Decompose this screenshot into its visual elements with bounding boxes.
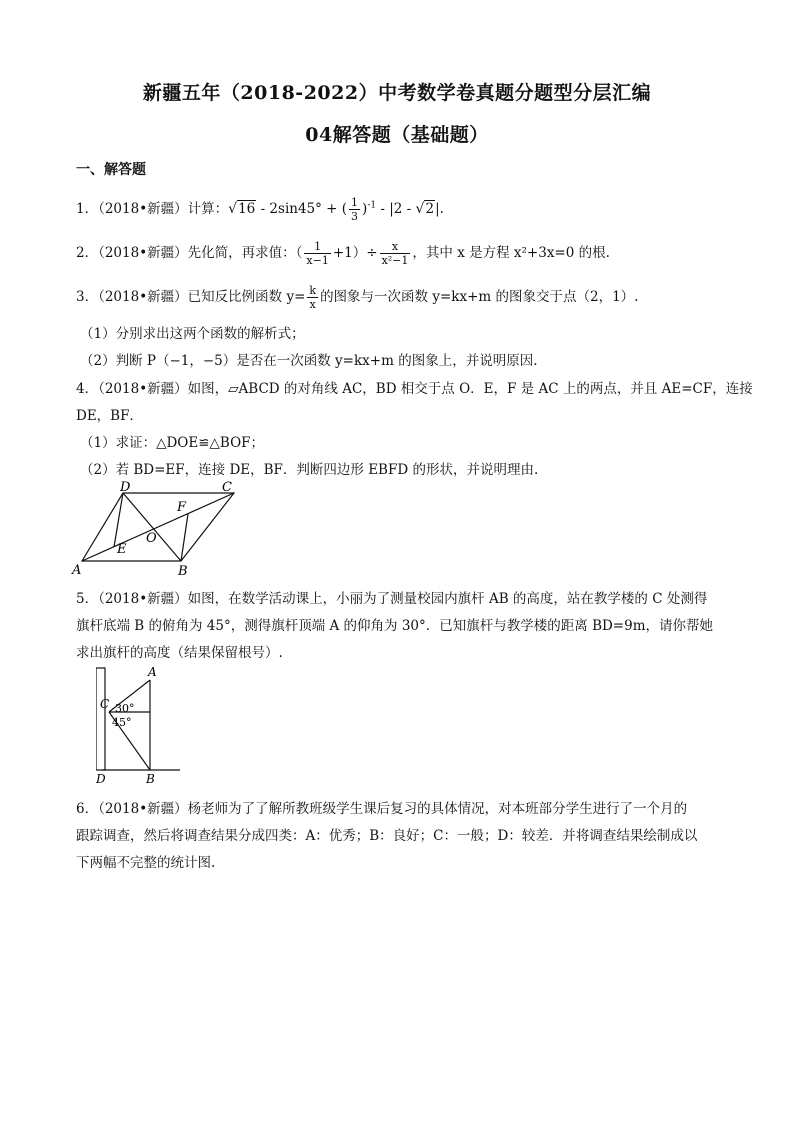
label-b: B [178, 564, 188, 578]
label-e: E [117, 542, 127, 557]
label-d: D [120, 480, 131, 495]
q1-exponent: -1 [367, 200, 377, 211]
label-d: D [96, 772, 106, 786]
question-1 [76, 196, 444, 223]
question-5-line-1: 5．（2018•新疆）如图，在数学活动课上，小丽为了测量校园内旗杆 AB 的高度，站在教学楼的 C 处测得 [76, 591, 708, 607]
angle-45-label: 45° [112, 716, 132, 729]
q2-prefix: 2．（2018•新疆）先化简，再求值：（ [76, 245, 303, 261]
diagonal-bd [123, 493, 181, 561]
question-6-line-3: 下两幅不完整的统计图. [76, 855, 216, 871]
q2-suffix: ，其中 x 是方程 x²+3x=0 的根. [412, 245, 610, 261]
parallelogram-figure [70, 478, 250, 578]
q3-frac-num: k [309, 284, 317, 297]
q1-sqrt-16: 16 [238, 201, 256, 217]
document-title: 新疆五年（2018-2022）中考数学卷真题分题型分层汇编 [142, 82, 652, 104]
question-6-line-2: 跟踪调查，然后将调查结果分成四类：A：优秀；B：良好；C：一般；D：较差．并将调查结果绘制成以 [76, 828, 698, 844]
sqrt-symbol: √ [228, 201, 238, 217]
q2-frac1-num: 1 [304, 240, 330, 254]
question-4-line-1: 4．（2018•新疆）如图，▱ABCD 的对角线 AC，BD 相交于点 O．E，F 是 AC 上的两点，并且 AE=CF，连接 [76, 381, 753, 397]
question-2 [76, 240, 610, 267]
diagonal-ac [82, 493, 234, 561]
q1-frac-den: 3 [351, 210, 359, 223]
q2-fraction-1 [304, 240, 330, 267]
angle-30-label: 30° [115, 702, 135, 715]
question-5-line-3: 求出旗杆的高度（结果保留根号）. [76, 645, 283, 661]
label-c: C [100, 697, 110, 711]
q1-part3: ) [362, 201, 368, 217]
q1-fraction [349, 196, 360, 223]
school-building [96, 668, 105, 770]
label-a: A [148, 665, 157, 679]
flagpole-figure [96, 664, 191, 788]
q2-mid: +1）÷ [332, 245, 378, 261]
q2-frac1-den: x−1 [306, 254, 329, 267]
q1-frac-num: 1 [351, 196, 359, 209]
question-6-line-1: 6．（2018•新疆）杨老师为了了解所教班级学生课后复习的具体情况，对本班部分学生进行了一个月的 [76, 801, 688, 817]
q3-fraction [307, 284, 318, 311]
sqrt-symbol: √ [415, 201, 425, 217]
q4-subquestion-2: （2）若 BD=EF，连接 DE，BF．判断四边形 EBFD 的形状，并说明理由. [80, 462, 539, 478]
document-subtitle: 04解答题（基础题） [305, 124, 489, 146]
q2-fraction-2 [380, 240, 411, 267]
label-b: B [146, 772, 155, 786]
q3-prefix: 3．（2018•新疆）已知反比例函数 y= [76, 289, 306, 305]
question-5-line-2: 旗杆底端 B 的俯角为 45°，测得旗杆顶端 A 的仰角为 30°．已知旗杆与教学楼的距离 BD=9m，请你帮她 [76, 618, 714, 634]
q1-sqrt-2: 2 [425, 201, 435, 217]
q3-subquestion-2: （2）判断 P（−1，−5）是否在一次函数 y=kx+m 的图象上，并说明原因. [80, 353, 538, 369]
question-3 [76, 284, 638, 311]
q3-suffix: 的图象与一次函数 y=kx+m 的图象交于点（2，1）. [320, 289, 639, 305]
q3-subquestion-1: （1）分别求出这两个函数的解析式； [80, 326, 305, 342]
q3-frac-den: x [309, 298, 316, 311]
question-4-line-2: DE，BF． [76, 408, 143, 424]
label-f: F [177, 500, 187, 515]
q2-frac2-den: x²−1 [381, 254, 409, 267]
q4-subquestion-1: （1）求证：△DOE≌△BOF； [80, 435, 265, 451]
section-heading: 一、解答题 [76, 162, 146, 178]
q2-frac2-num: x [380, 240, 411, 254]
q1-prefix: 1．（2018•新疆）计算： [76, 201, 229, 217]
q1-part4: - |2 - [376, 201, 416, 217]
label-o: O [146, 531, 157, 546]
q1-part2: - 2sin45° + ( [256, 201, 348, 217]
q1-part5: |. [435, 201, 444, 217]
label-c: C [222, 480, 232, 495]
label-a: A [72, 563, 82, 578]
